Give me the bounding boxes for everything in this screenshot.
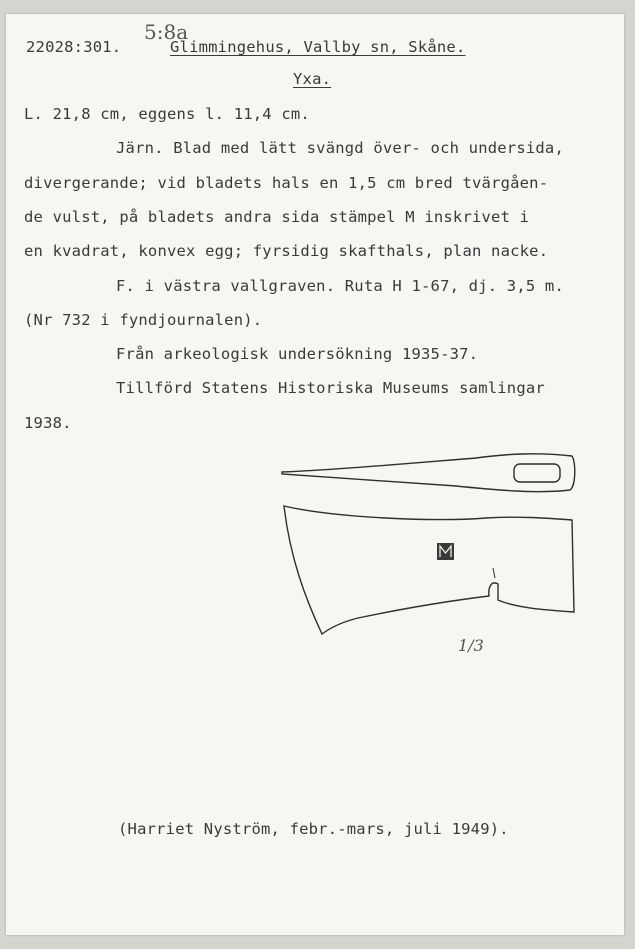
- description-line: divergerande; vid bladets hals en 1,5 cm bred tvärgåen-: [24, 174, 549, 192]
- catalog-number: 22028:301.: [26, 38, 122, 56]
- scale-label: 1/3: [458, 636, 484, 655]
- find-line: (Nr 732 i fyndjournalen).: [24, 311, 263, 329]
- shaft-hole: [514, 464, 560, 482]
- acquisition-line: 1938.: [24, 414, 72, 432]
- catalog-card: [6, 14, 624, 935]
- dimensions: L. 21,8 cm, eggens l. 11,4 cm.: [24, 105, 310, 123]
- axe-top-view: [282, 454, 575, 492]
- object-name: Yxa.: [293, 70, 332, 88]
- location: Glimmingehus, Vallby sn, Skåne.: [170, 38, 466, 56]
- axe-side-view: [284, 506, 574, 634]
- axe-drawing: [276, 450, 586, 650]
- provenance: Från arkeologisk undersökning 1935-37.: [116, 345, 479, 363]
- collar-mark: [493, 568, 495, 578]
- description-line: Järn. Blad med lätt svängd över- och undersida,: [116, 139, 564, 157]
- find-line: F. i västra vallgraven. Ruta H 1-67, dj. 3,5 m.: [116, 277, 564, 295]
- acquisition-line: Tillförd Statens Historiska Museums samlingar: [116, 379, 545, 397]
- description-line: en kvadrat, konvex egg; fyrsidig skafthals, plan nacke.: [24, 242, 549, 260]
- handwritten-annotation: 5:8a: [144, 20, 189, 44]
- description-line: de vulst, på bladets andra sida stämpel M inskrivet i: [24, 208, 530, 226]
- author: (Harriet Nyström, febr.-mars, juli 1949).: [118, 820, 509, 838]
